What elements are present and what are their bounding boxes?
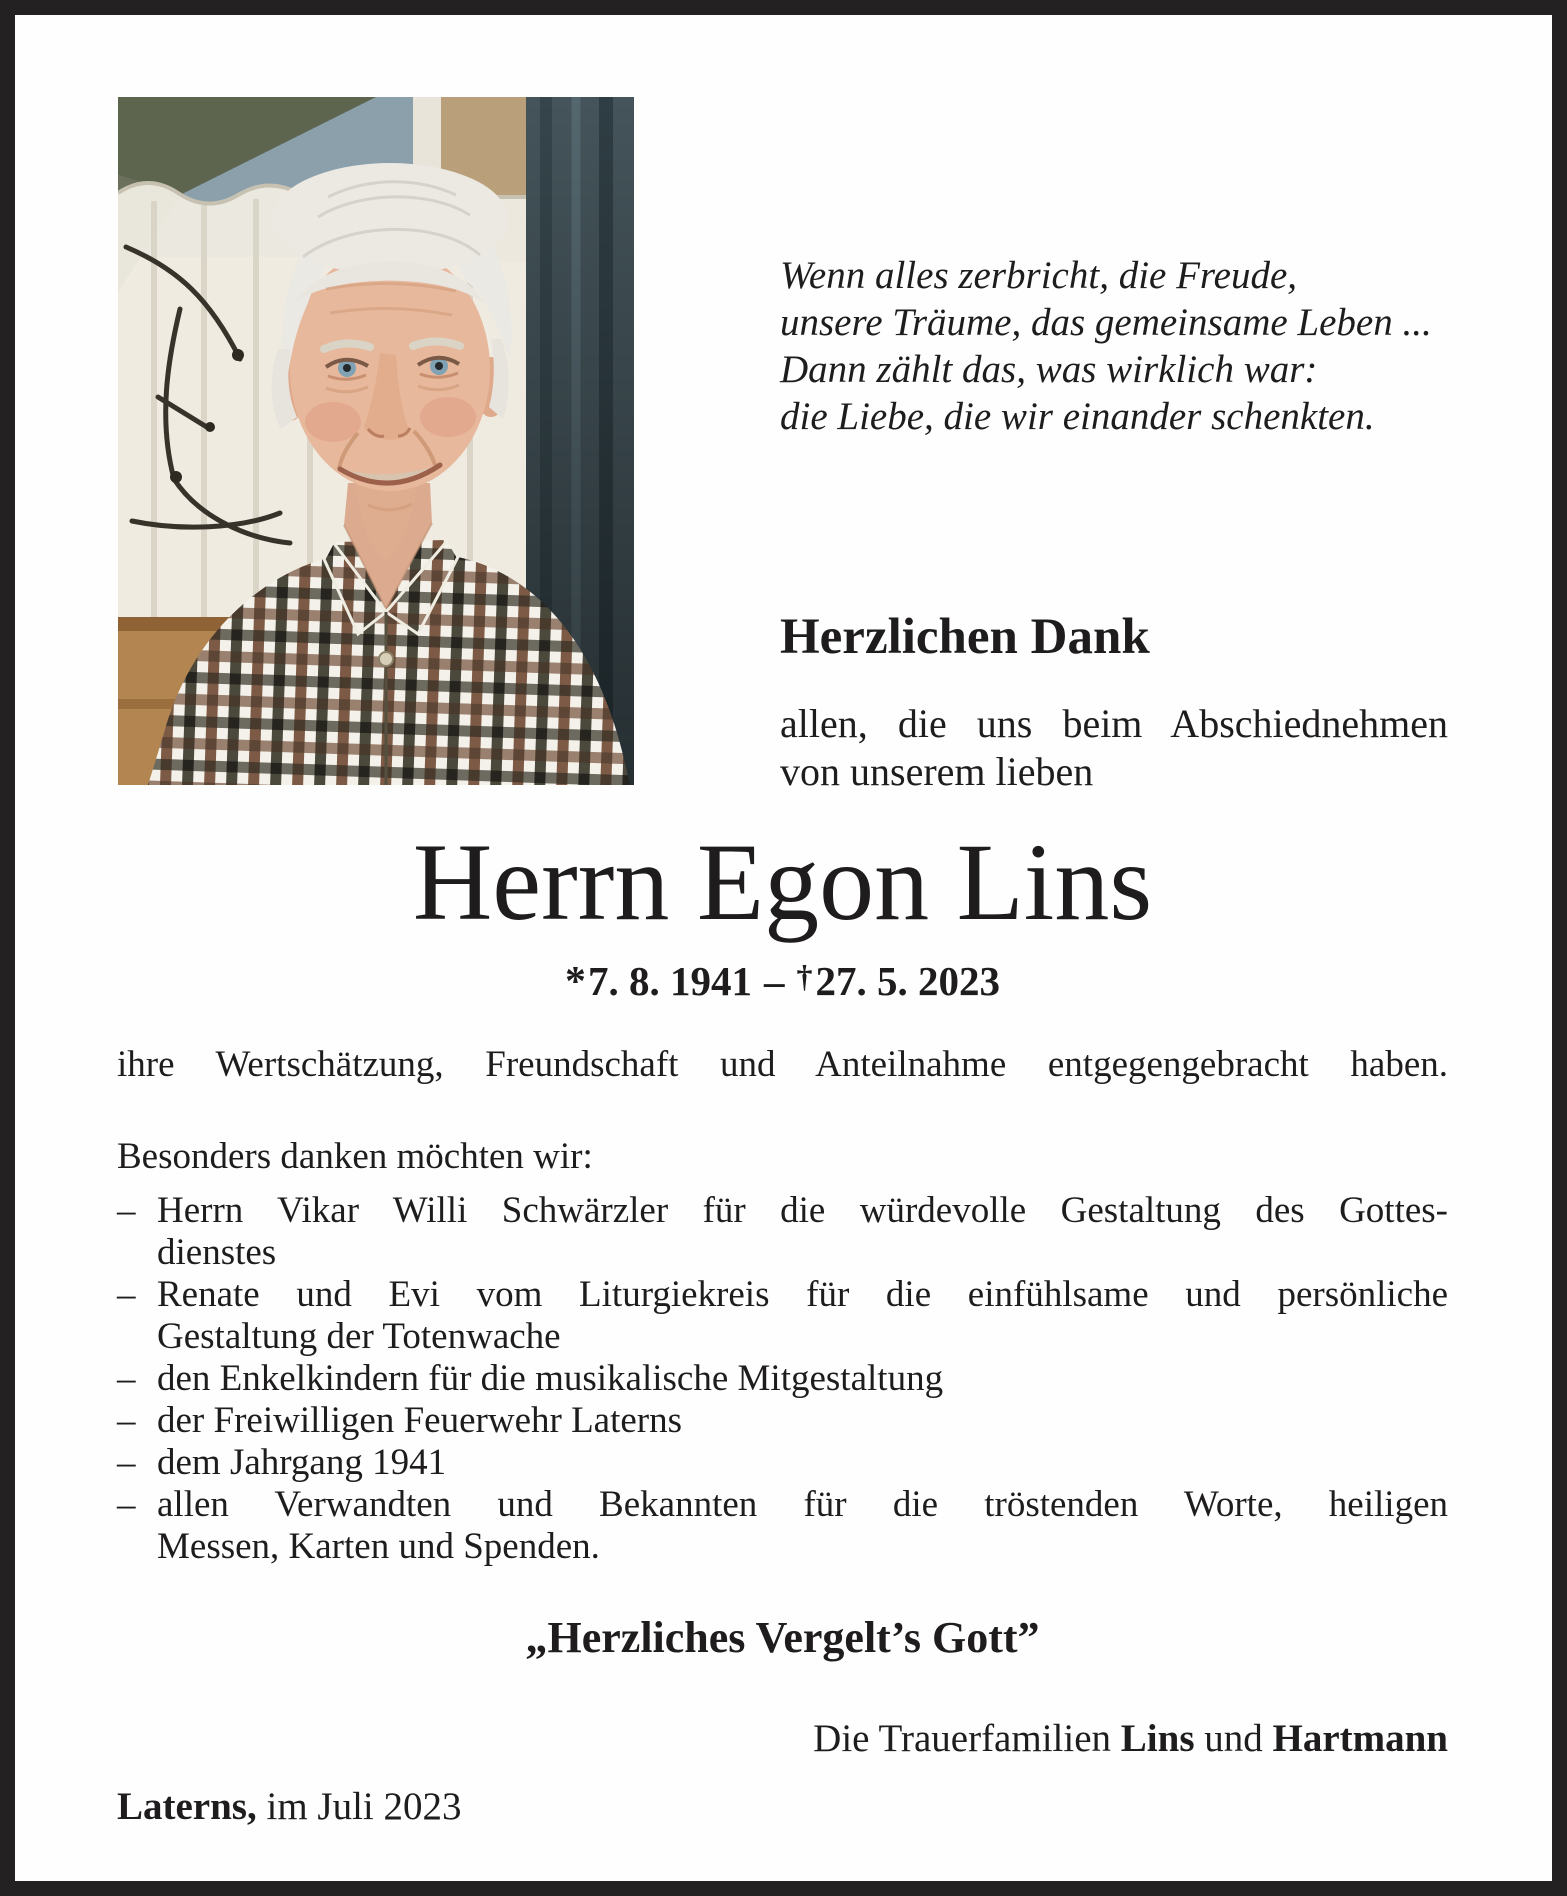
special-thanks-list (117, 1190, 1448, 1568)
family-name-hartmann: Hartmann (1272, 1717, 1448, 1760)
list-item-line (117, 1442, 1448, 1484)
deceased-name: Herrn Egon Lins (412, 821, 1153, 943)
memorial-poem (780, 252, 1470, 440)
family-name-lins: Lins (1120, 1717, 1195, 1760)
families-conjunction: und (1204, 1717, 1263, 1760)
list-item-text: den Enkelkindern für die musikalische Mitgestaltung (157, 1358, 944, 1399)
thanks-intro (780, 700, 1448, 796)
thanks-intro-line2: von unserem lieben (780, 749, 1094, 794)
poem-line-4: die Liebe, die wir einander schenkten. (780, 395, 1375, 438)
appreciation-text: ihre Wertschätzung, Freundschaft und Anteilnahme entgegengebracht haben. (117, 1044, 1448, 1085)
list-dash: – (117, 1442, 136, 1483)
birth-date: 7. 8. 1941 (587, 958, 752, 1004)
special-thanks-heading: Besonders danken möchten wir: (117, 1136, 593, 1177)
list-item-line: Messen, Karten und Spenden. (157, 1526, 600, 1567)
dates-separator: – (763, 958, 785, 1004)
list-item-line (117, 1400, 1448, 1442)
portrait-photo (118, 97, 634, 785)
place-name: Laterns, (117, 1785, 257, 1828)
list-dash: – (117, 1274, 136, 1315)
poem-line-2: unsere Träume, das gemeinsame Leben ... (780, 301, 1432, 344)
list-item-text: der Freiwilligen Feuerwehr Laterns (157, 1400, 683, 1441)
place-and-date (117, 1784, 462, 1830)
thanks-intro-line1: allen, die uns beim Abschiednehmen (780, 701, 1448, 746)
list-item-line (117, 1484, 1448, 1526)
families-prefix: Die Trauerfamilien (813, 1717, 1112, 1760)
death-date: 27. 5. 2023 (815, 958, 1000, 1004)
list-item-line (117, 1358, 1448, 1400)
list-dash: – (117, 1358, 136, 1399)
portrait-illustration (118, 97, 634, 785)
list-item-line: Gestaltung der Totenwache (157, 1316, 561, 1357)
list-item-line (117, 1190, 1448, 1232)
thanks-heading: Herzlichen Dank (780, 609, 1150, 665)
list-dash: – (117, 1484, 136, 1525)
list-item-line: dienstes (157, 1232, 277, 1273)
list-item-line (117, 1274, 1448, 1316)
list-item-text: dem Jahrgang 1941 (157, 1442, 447, 1483)
list-item-text: Renate und Evi vom Liturgiekreis für die einfühlsame und persönliche (157, 1274, 1448, 1315)
list-item-text: allen Verwandten und Bekannten für die tröstenden Worte, heiligen (157, 1484, 1448, 1525)
date-text: im Juli 2023 (266, 1785, 462, 1828)
life-dates (117, 957, 1448, 1006)
list-dash: – (117, 1190, 136, 1231)
list-item-text: Herrn Vikar Willi Schwärzler für die würdevolle Gestaltung des Gottes- (157, 1190, 1448, 1231)
poem-line-3: Dann zählt das, was wirklich war: (780, 348, 1318, 391)
closing-quote: „Herzliches Vergelt’s Gott” (525, 1613, 1040, 1662)
birth-star-symbol: * (565, 959, 586, 1005)
death-cross-symbol: † (796, 959, 813, 995)
list-dash: – (117, 1400, 136, 1441)
poem-line-1: Wenn alles zerbricht, die Freude, (780, 254, 1298, 297)
mourning-families (117, 1716, 1448, 1762)
